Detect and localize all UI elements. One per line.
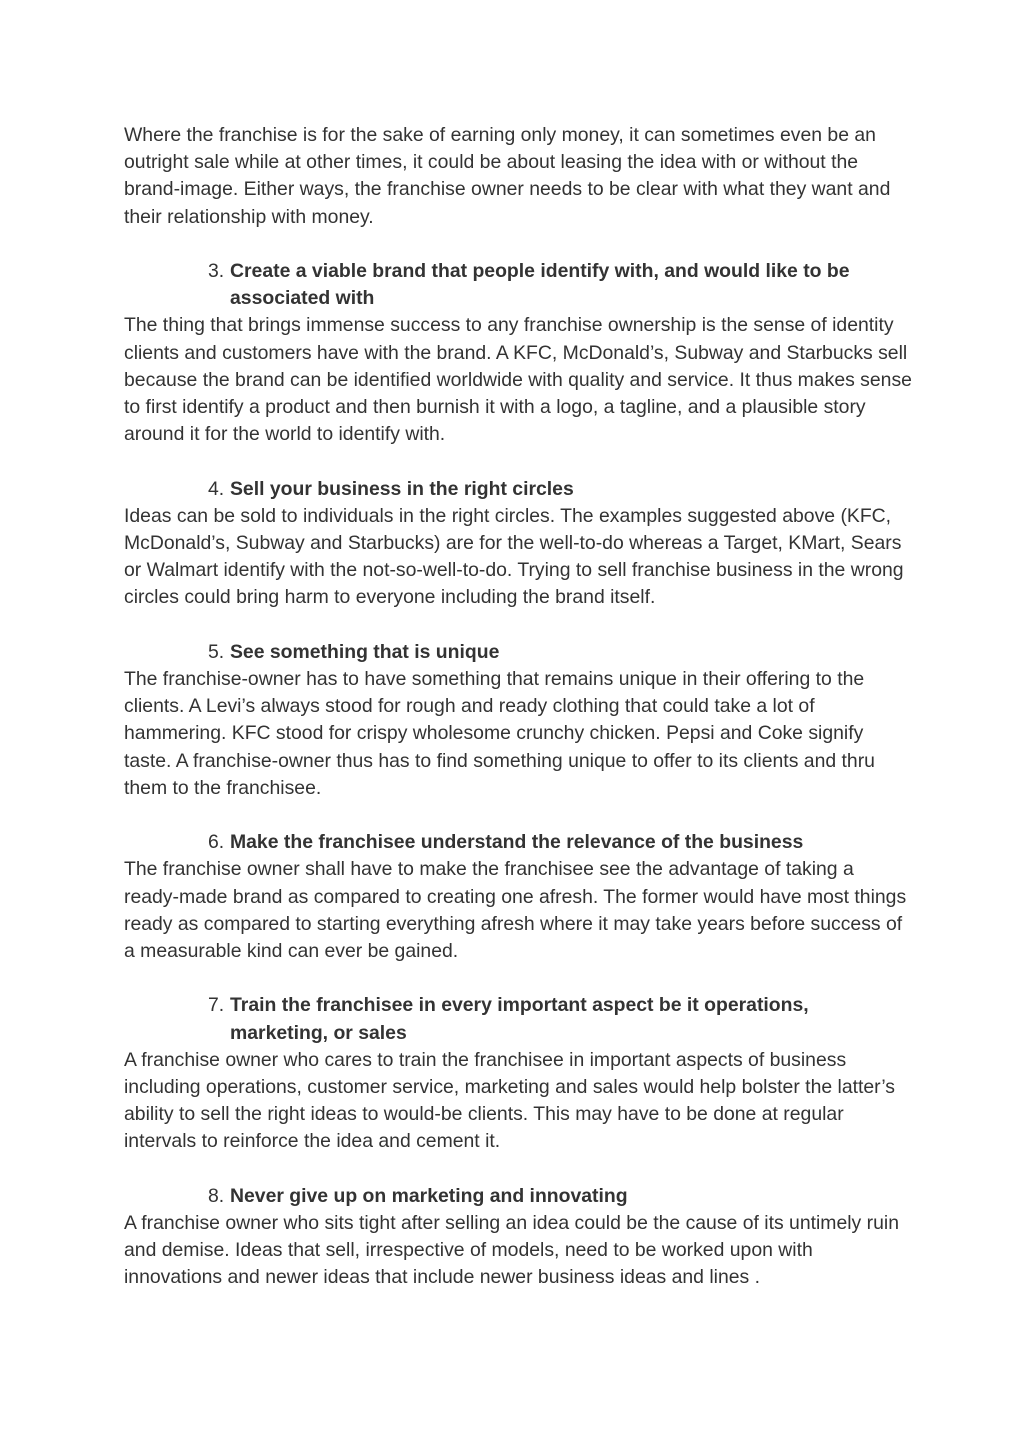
spacer [124, 612, 914, 639]
section-title: Train the franchisee in every important aspect be it operations, marketing, or sales [230, 994, 809, 1044]
section-heading-7 [124, 992, 914, 1046]
section-body-7: A franchise owner who cares to train the franchisee in important aspects of business including operations, customer service, marketing and sales would help bolster the latter’s ability to sell the right ideas to would-be clients. This may have to be done at regular intervals to reinforce the idea and cement it. [124, 1048, 896, 1153]
section-body-8: A franchise owner who sits tight after selling an idea could be the cause of its untimely ruin and demise. Ideas that sell, irrespective of models, need to be worked upon with innovations and newer ideas that include newer business ideas and lines . [124, 1212, 899, 1289]
document-body [124, 122, 914, 1292]
section-number: 3. [208, 260, 225, 282]
section-heading-4 [124, 476, 914, 503]
section-heading-3 [124, 258, 914, 312]
section-number: 6. [208, 831, 225, 854]
section-number: 8. [208, 1184, 225, 1207]
section-title: Never give up on marketing and innovating [230, 1184, 628, 1207]
section-heading-6 [124, 829, 914, 856]
section-heading-5 [124, 639, 914, 666]
section-title: Create a viable brand that people identify with, and would like to be associated with [230, 260, 850, 310]
spacer [124, 1156, 914, 1183]
spacer [124, 231, 914, 258]
section-title: Sell your business in the right circles [230, 477, 574, 500]
section-number: 5. [208, 640, 225, 663]
section-title: See something that is unique [230, 640, 500, 663]
intro-paragraph: Where the franchise is for the sake of earning only money, it can sometimes even be an outright sale while at other times, it could be about leasing the idea with or without the brand-image. Either ways, the franchise owner needs to be clear with what they want and their relationship with money. [124, 124, 891, 228]
section-number: 7. [208, 994, 225, 1017]
section-number: 4. [208, 477, 225, 500]
section-heading-8 [124, 1183, 914, 1210]
spacer [124, 965, 914, 992]
spacer [124, 448, 914, 475]
spacer [124, 802, 914, 829]
section-body-3: The thing that brings immense success to any franchise ownership is the sense of identity clients and customers have with the brand. A KFC, McDonald’s, Subway and Starbucks sell because the brand can be identified worldwide with quality and service. It thus makes sense to first identify a product and then burnish it with a logo, a tagline, and a plausible story around it for the world to identify with. [124, 314, 912, 446]
section-body-4: Ideas can be sold to individuals in the right circles. The examples suggested above (KFC, McDonald’s, Subway and Starbucks) are for the well-to-do whereas a Target, KMart, Sears or Walmart identify with the not-so-well-to-do. Trying to sell franchise business in the wrong circles could bring harm to everyone including the brand itself. [124, 504, 904, 609]
section-title: Make the franchisee understand the relevance of the business [230, 831, 804, 854]
section-body-6: The franchise owner shall have to make the franchisee see the advantage of taking a ready-made brand as compared to creating one afresh. The former would have most things ready as compared to starting everything afresh where it may take years before success of a measurable kind can ever be gained. [124, 858, 907, 963]
section-body-5: The franchise-owner has to have something that remains unique in their offering to the clients. A Levi’s always stood for rough and ready clothing that could take a lot of hammering. KFC stood for crispy wholesome crunchy chicken. Pepsi and Coke signify taste. A franchise-owner thus has to find something unique to offer to its clients and thru them to the franchisee. [124, 668, 875, 799]
